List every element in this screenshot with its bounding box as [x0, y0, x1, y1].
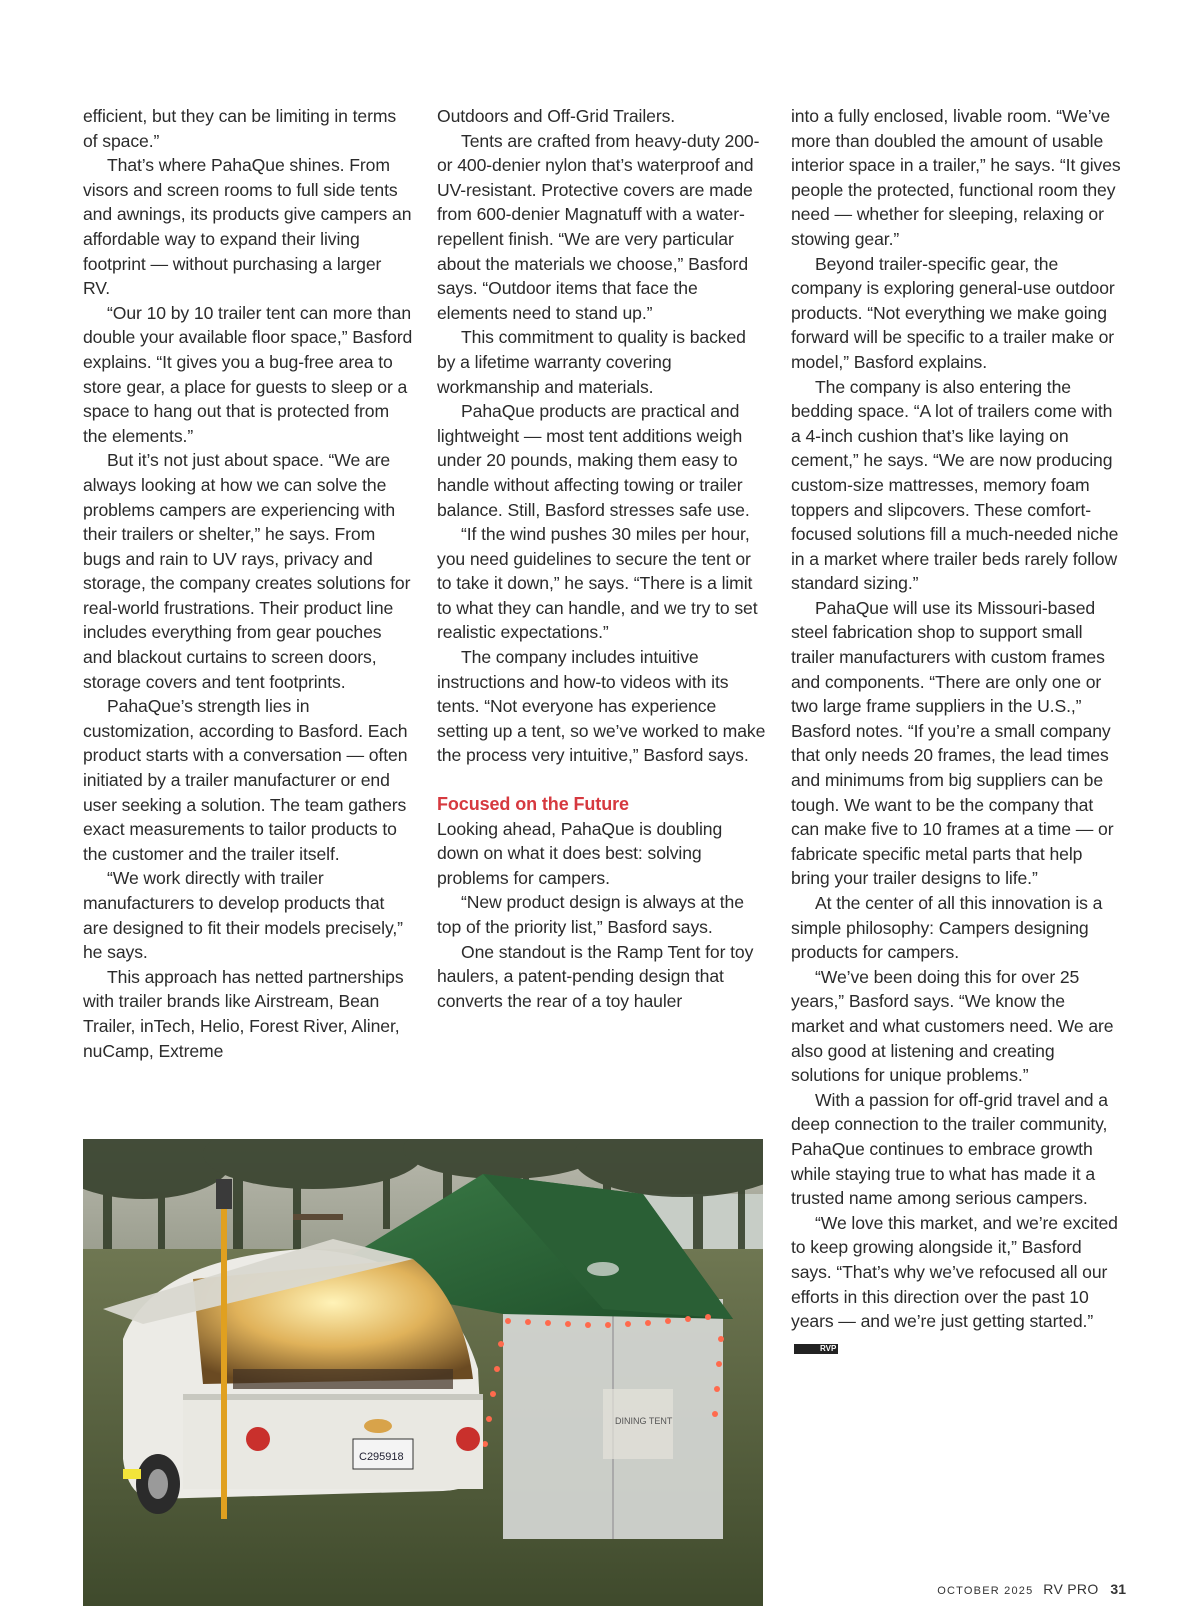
- paragraph: PahaQue will use its Missouri-based steel fabrication shop to support small trailer manufacturers with custom frames and components. “There are only one or two large frame suppliers in the U.S.,” Basford notes. “If you’re a small company that only needs 20 frames, the lead times and minimums from big suppliers can be tough. We want to be the company that can make five to 10 frames at a time — or fabricate specific metal parts that help bring your trailer designs to life.”: [791, 597, 1114, 889]
- picnic-table: [293, 1214, 343, 1220]
- paragraph: into a fully enclosed, livable room. “We’ve more than doubled the amount of usable interior space in a trailer,” he says. “It gives people the protected, functional room they need — whether for sleeping, relaxing or stowing gear.”: [791, 106, 1121, 249]
- license-plate-text: C295918: [359, 1451, 404, 1463]
- paragraph: efficient, but they can be limiting in terms of space.”: [83, 106, 397, 151]
- paragraph: “We work directly with trailer manufacturers to develop products that are designed to fit their models precisely,” he says.: [83, 868, 403, 963]
- paragraph: This approach has netted partnerships with trailer brands like Airstream, Bean Trailer, inTech, Helio, Forest River, Aliner, nuCamp, Extreme: [83, 966, 404, 1061]
- paragraph: One standout is the Ramp Tent for toy haulers, a patent-pending design that converts the rear of a toy hauler: [437, 941, 754, 1011]
- paragraph: Tents are crafted from heavy-duty 200- or 400-denier nylon that’s waterproof and UV-resistant. Protective covers are made from 600-denier Magnatuff with a water-repellent finish. “We are very particular about the materials we choose,” Basford says. “Outdoor items that face the elements need to stand up.”: [437, 130, 760, 323]
- section-heading: Focused on the Future: [437, 794, 629, 815]
- rvp-end-mark: RVP: [794, 1344, 838, 1354]
- closing-text: “We love this market, and we’re excited to keep growing alongside it,” Basford says. “That’s why we’ve refocused all our efforts in this direction over the past 10 years — and we’re just getting started.”: [791, 1212, 1118, 1332]
- paragraph: With a passion for off-grid travel and a deep connection to the trailer community, PahaQue continues to embrace growth while staying true to what has made it a trusted name among serious campers.: [791, 1089, 1108, 1209]
- article-column-3: [791, 104, 1121, 1358]
- paragraph: At the center of all this innovation is a simple philosophy: Campers designing products for campers.: [791, 893, 1103, 963]
- campsite-photo: [83, 1139, 763, 1606]
- magazine-name: RV PRO: [1043, 1581, 1099, 1597]
- page-number: 31: [1110, 1581, 1126, 1597]
- paragraph: This commitment to quality is backed by a lifetime warranty covering workmanship and materials.: [437, 327, 746, 397]
- closing-paragraph: [791, 1211, 1121, 1359]
- issue-date: OCTOBER 2025: [937, 1585, 1034, 1597]
- paragraph: Beyond trailer-specific gear, the company is exploring general-use outdoor products. “Not everything we make going forward will be specific to a trailer make or model,” Basford explains.: [791, 253, 1115, 372]
- paragraph: PahaQue’s strength lies in customization, according to Basford. Each product starts with a conversation — often initiated by a trailer manufacturer or end user seeking a solution. The team gathers exact measurements to tailor products to the customer and the trailer itself.: [83, 696, 408, 864]
- article-column-1: [83, 104, 413, 1063]
- paragraph: “We’ve been doing this for over 25 years,” Basford says. “We know the market and what customers need. We are also good at listening and creating solutions for unique problems.”: [791, 966, 1114, 1086]
- article-column-2: [437, 104, 767, 1013]
- paragraph: “New product design is always at the top of the priority list,” Basford says.: [437, 892, 744, 937]
- paragraph: The company is also entering the bedding space. “A lot of trailers come with a 4-inch cushion that’s like laying on cement,” he says. “We are now producing custom-size mattresses, memory foam toppers and slipcovers. These comfort-focused solutions fill a much-needed niche in a market where trailer beds rarely follow standard sizing.”: [791, 376, 1119, 594]
- paragraph: But it’s not just about space. “We are always looking at how we can solve the problems campers are experiencing with their trailers or shelter,” he says. From bugs and rain to UV rays, privacy and storage, the company creates solutions for real-world frustrations. Their product line includes everything from gear pouches and blackout curtains to screen doors, storage covers and tent footprints.: [83, 450, 411, 692]
- paragraph: Looking ahead, PahaQue is doubling down on what it does best: solving problems for campers.: [437, 818, 723, 888]
- paragraph: That’s where PahaQue shines. From visors and screen rooms to full side tents and awnings, its products give campers an affordable way to expand their living footprint — without purchasing a larger RV.: [83, 155, 412, 299]
- paragraph: Outdoors and Off-Grid Trailers.: [437, 106, 676, 126]
- awning-pole: [221, 1199, 227, 1519]
- paragraph: PahaQue products are practical and lightweight — most tent additions weigh under 20 pounds, making them easy to handle without affecting towing or trailer balance. Still, Basford stresses safe use.: [437, 401, 750, 520]
- page-footer: [937, 1581, 1126, 1597]
- paragraph: “If the wind pushes 30 miles per hour, you need guidelines to secure the tent or to take it down,” he says. “There is a limit to what they can handle, and we try to set realistic expectations.”: [437, 524, 758, 643]
- paragraph: “Our 10 by 10 trailer tent can more than double your available floor space,” Basford explains. “It gives you a bug-free area to store gear, a place for guests to sleep or a space to hang out that is protected from the elements.”: [83, 302, 413, 446]
- chair-sign: DINING TENT: [615, 1416, 673, 1426]
- paragraph: The company includes intuitive instructions and how-to videos with its tents. “Not everyone has experience setting up a tent, so we’ve worked to make the process very intuitive,” Basford says.: [437, 647, 766, 766]
